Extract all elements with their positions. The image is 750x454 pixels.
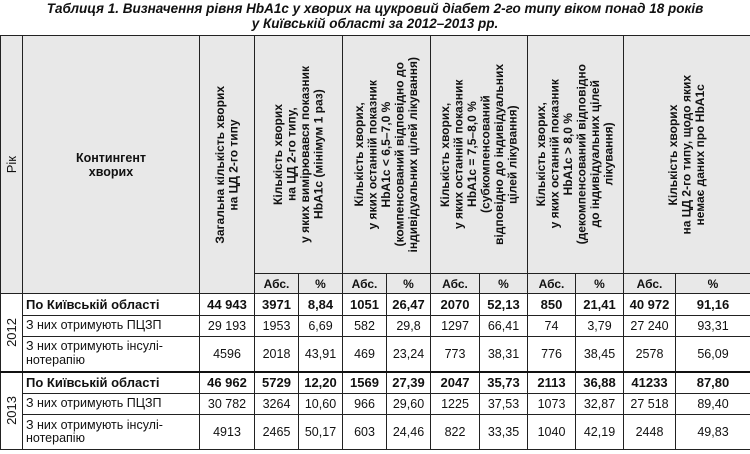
value-cell: 822 (431, 415, 480, 450)
year-cell: 2013 (1, 372, 23, 450)
value-cell: 582 (343, 316, 387, 337)
value-cell: 30 782 (200, 394, 255, 415)
table-row (1, 415, 750, 450)
value-cell: 10,60 (299, 394, 343, 415)
contingent-cell: По Київській області (23, 294, 200, 316)
value-cell: 773 (431, 337, 480, 372)
value-cell: 29,8 (387, 316, 431, 337)
table-row (1, 372, 750, 394)
caption-line-2: у Київській області за 2012–2013 рр. (251, 16, 499, 31)
table-row (1, 316, 750, 337)
value-cell: 1953 (255, 316, 299, 337)
value-cell: 93,31 (676, 316, 750, 337)
value-cell: 4596 (200, 337, 255, 372)
value-cell: 87,80 (676, 372, 750, 394)
value-cell: 2018 (255, 337, 299, 372)
table-row (1, 294, 750, 316)
pct-header: % (480, 274, 528, 294)
table-row (1, 394, 750, 415)
value-cell: 46 962 (200, 372, 255, 394)
value-cell: 12,20 (299, 372, 343, 394)
value-cell: 32,87 (576, 394, 624, 415)
value-cell: 469 (343, 337, 387, 372)
nodata-header: Кількість хворих на ЦД 2-го типу, щодо яких немає даних про HbA1c (624, 36, 750, 274)
value-cell: 56,09 (676, 337, 750, 372)
value-cell: 49,83 (676, 415, 750, 450)
value-cell: 2578 (624, 337, 676, 372)
pct-header: % (676, 274, 750, 294)
value-cell: 1297 (431, 316, 480, 337)
value-cell: 966 (343, 394, 387, 415)
header-row (1, 36, 750, 274)
table-caption (0, 0, 750, 33)
value-cell: 2465 (255, 415, 299, 450)
pct-header: % (576, 274, 624, 294)
value-cell: 52,13 (480, 294, 528, 316)
value-cell: 3971 (255, 294, 299, 316)
pct-header: % (387, 274, 431, 294)
value-cell: 40 972 (624, 294, 676, 316)
contingent-header: Контингент хворих (23, 36, 200, 294)
value-cell: 603 (343, 415, 387, 450)
year-header: Рік (1, 36, 23, 294)
value-cell: 29,60 (387, 394, 431, 415)
contingent-cell: З них отримують ПЦЗП (23, 394, 200, 415)
value-cell: 24,46 (387, 415, 431, 450)
value-cell: 2113 (528, 372, 576, 394)
value-cell: 41233 (624, 372, 676, 394)
value-cell: 1051 (343, 294, 387, 316)
caption-line-1: Таблиця 1. Визначення рівня HbA1c у хворих на цукровий діабет 2-го типу віком понад 18 років (46, 1, 704, 16)
subcompensated-header: Кількість хворих, у яких останній показник HbA1c = 7,5–8,0 % (субкомпенсований відповідно до індивідуальних цілей лікування) (431, 36, 528, 274)
contingent-cell: З них отримують інсулі-нотерапію (23, 337, 200, 372)
value-cell: 2047 (431, 372, 480, 394)
decompensated-header: Кількість хворих, у яких останній показник HbA1c > 8,0 % (декомпенсований відповідно до індивідуальних цілей лікування) (528, 36, 624, 274)
value-cell: 50,17 (299, 415, 343, 450)
value-cell: 4913 (200, 415, 255, 450)
value-cell: 5729 (255, 372, 299, 394)
table-body (1, 294, 750, 450)
hba1c-table (0, 35, 750, 450)
abs-header: Абс. (431, 274, 480, 294)
value-cell: 38,31 (480, 337, 528, 372)
contingent-cell: По Київській області (23, 372, 200, 394)
contingent-cell: З них отримують інсулі-нотерапію (23, 415, 200, 450)
value-cell: 42,19 (576, 415, 624, 450)
compensated-header: Кількість хворих, у яких останній показник HbA1c < 6,5–7,0 % (компенсований відповідно до індивідуальних цілей лікування) (343, 36, 431, 274)
value-cell: 3264 (255, 394, 299, 415)
abs-header: Абс. (624, 274, 676, 294)
measured-header: Кількість хворих на ЦД 2-го типу, у яких вимірювався показник HbA1c (мінімум 1 раз) (255, 36, 343, 274)
value-cell: 33,35 (480, 415, 528, 450)
value-cell: 26,47 (387, 294, 431, 316)
value-cell: 1040 (528, 415, 576, 450)
value-cell: 1569 (343, 372, 387, 394)
value-cell: 776 (528, 337, 576, 372)
value-cell: 6,69 (299, 316, 343, 337)
value-cell: 27,39 (387, 372, 431, 394)
value-cell: 35,73 (480, 372, 528, 394)
value-cell: 36,88 (576, 372, 624, 394)
value-cell: 2448 (624, 415, 676, 450)
value-cell: 44 943 (200, 294, 255, 316)
value-cell: 91,16 (676, 294, 750, 316)
value-cell: 23,24 (387, 337, 431, 372)
pct-header: % (299, 274, 343, 294)
abs-header: Абс. (343, 274, 387, 294)
total-header: Загальна кількість хворих на ЦД 2-го типу (200, 36, 255, 294)
value-cell: 3,79 (576, 316, 624, 337)
year-cell: 2012 (1, 294, 23, 372)
value-cell: 8,84 (299, 294, 343, 316)
value-cell: 850 (528, 294, 576, 316)
value-cell: 21,41 (576, 294, 624, 316)
value-cell: 1073 (528, 394, 576, 415)
value-cell: 2070 (431, 294, 480, 316)
value-cell: 27 518 (624, 394, 676, 415)
contingent-cell: З них отримують ПЦЗП (23, 316, 200, 337)
value-cell: 74 (528, 316, 576, 337)
value-cell: 66,41 (480, 316, 528, 337)
table-row (1, 337, 750, 372)
value-cell: 37,53 (480, 394, 528, 415)
value-cell: 38,45 (576, 337, 624, 372)
value-cell: 29 193 (200, 316, 255, 337)
value-cell: 43,91 (299, 337, 343, 372)
abs-header: Абс. (255, 274, 299, 294)
abs-header: Абс. (528, 274, 576, 294)
value-cell: 89,40 (676, 394, 750, 415)
value-cell: 27 240 (624, 316, 676, 337)
value-cell: 1225 (431, 394, 480, 415)
